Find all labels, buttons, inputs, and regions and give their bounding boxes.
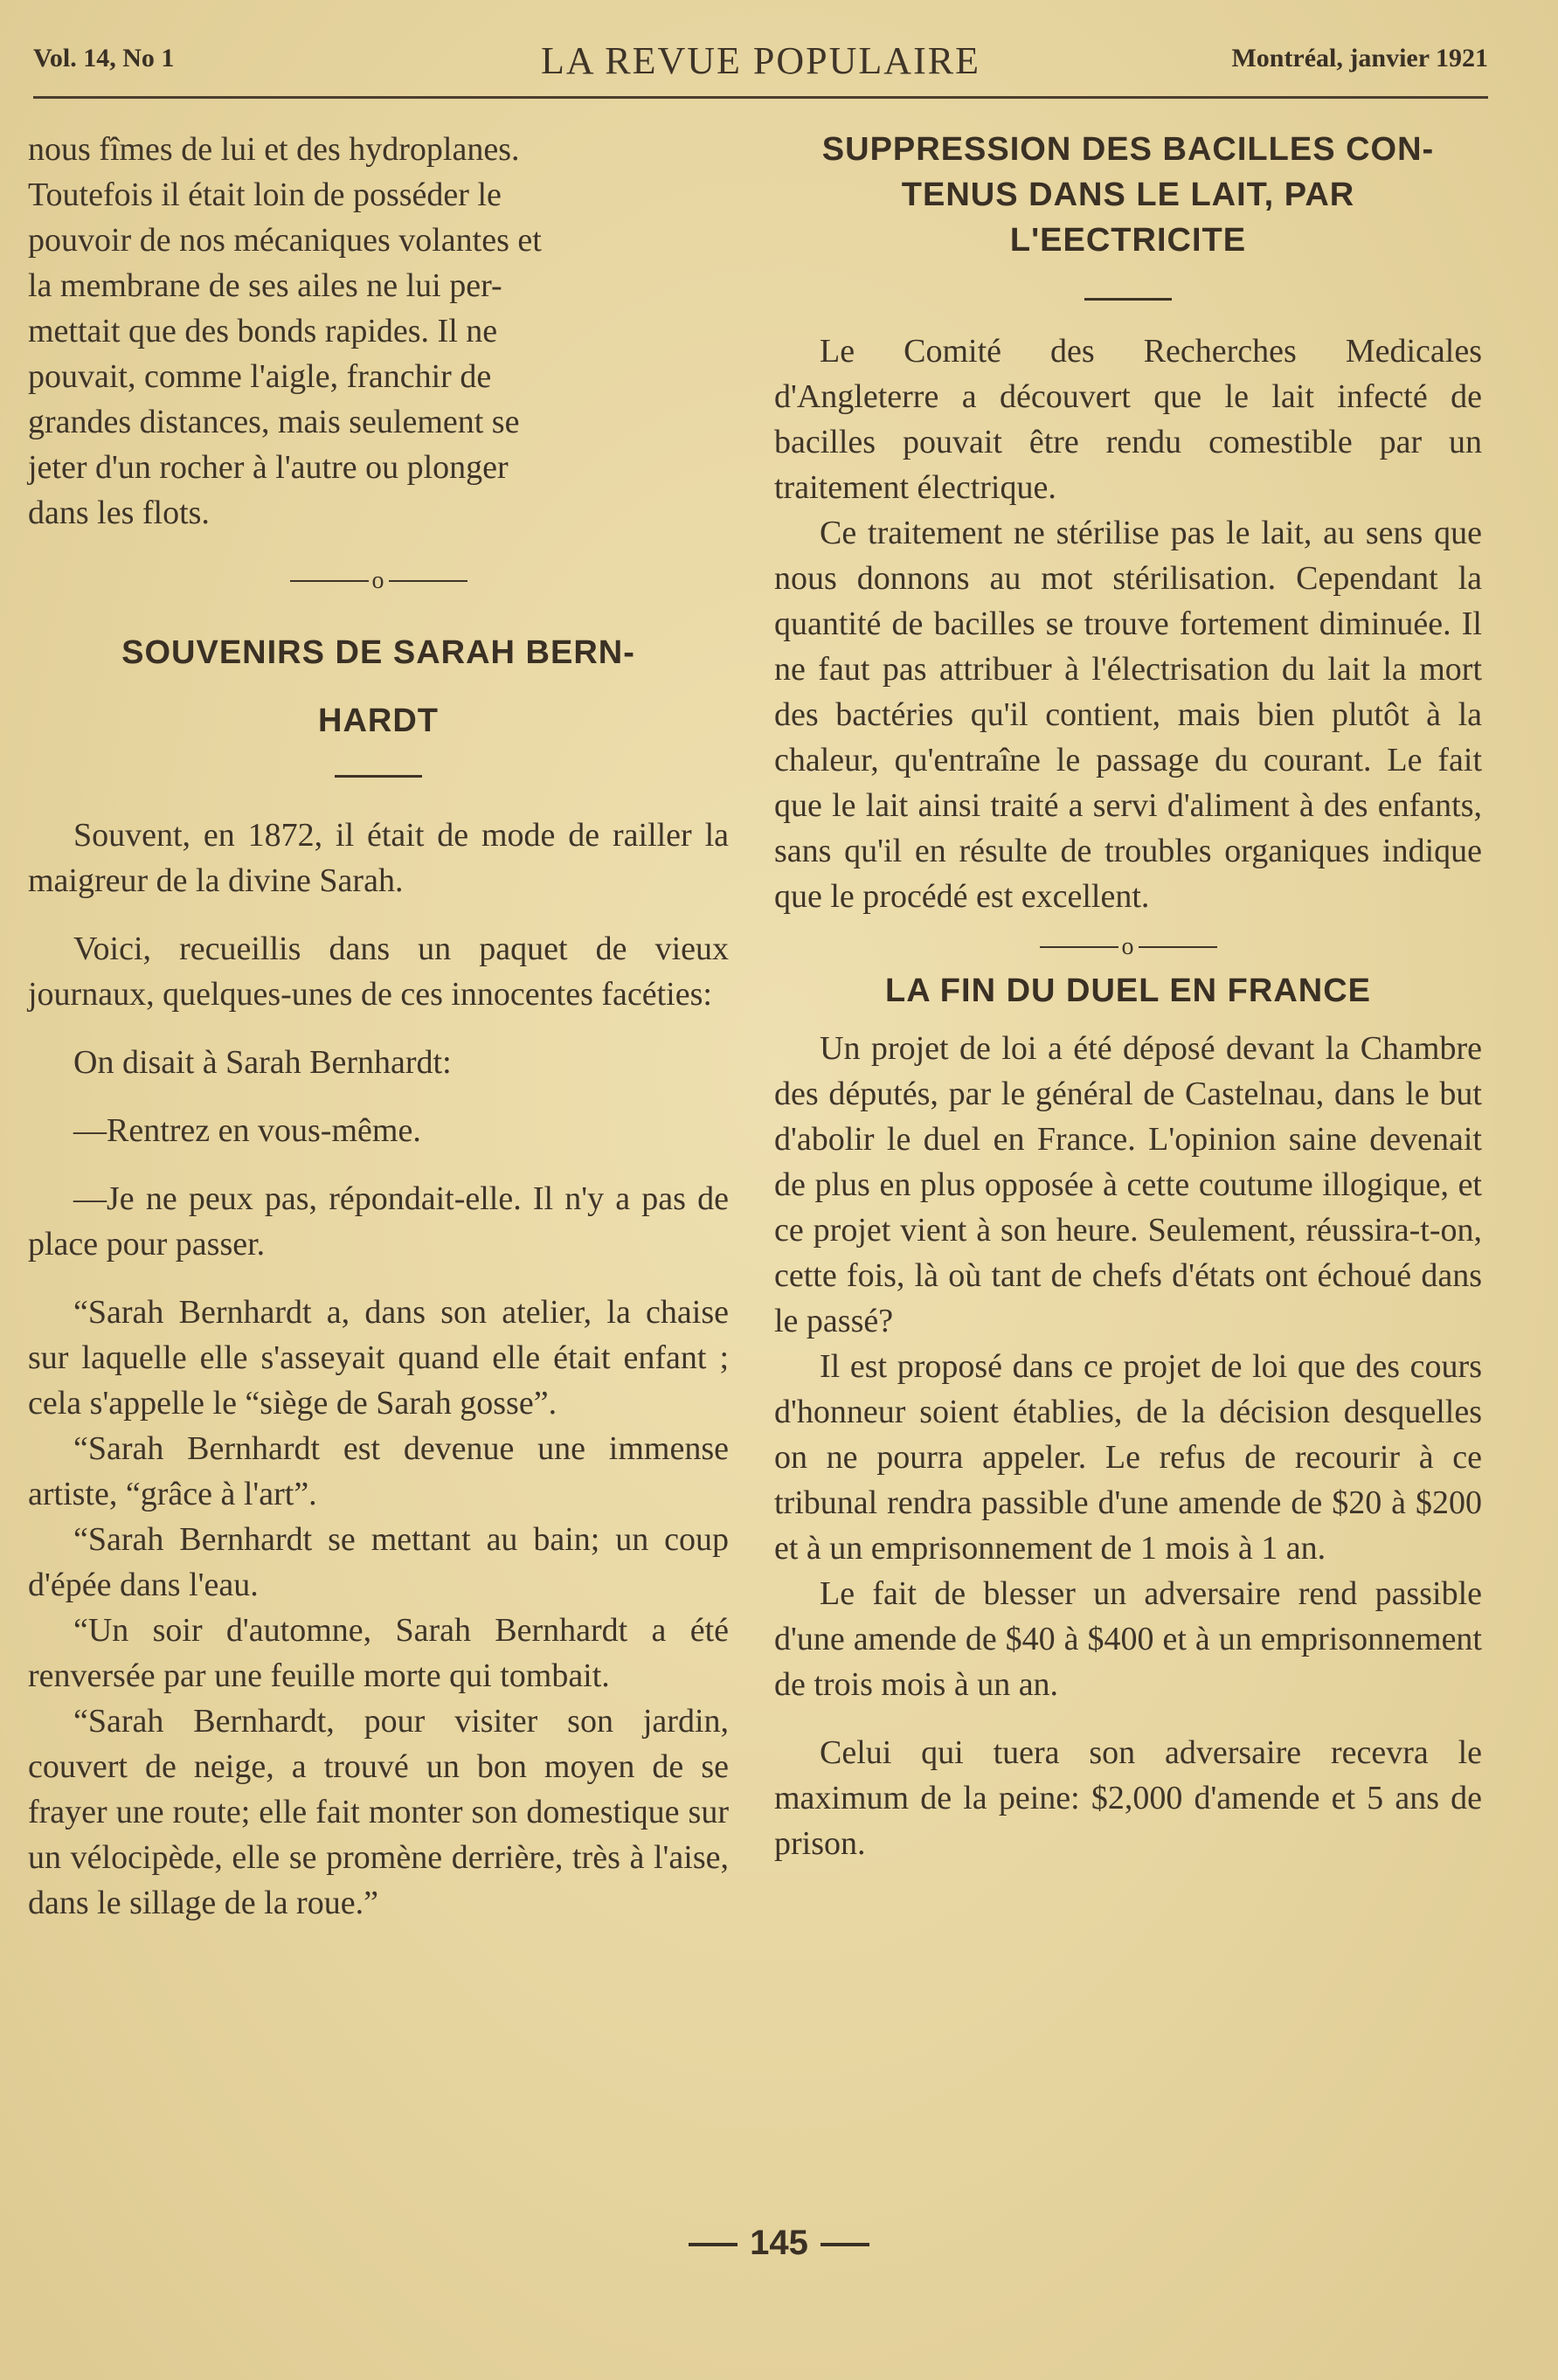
- article-title-sarah-bernhardt: [28, 630, 729, 744]
- paragraph: Le Comité des Recherches Medicales d'Angleterre a découvert que le lait infecté de bacilles pouvait être rendu comestible par un traitement électrique.: [774, 333, 1482, 506]
- text-line: pouvait, comme l'aigle, franchir de: [28, 358, 492, 395]
- paragraph: “Sarah Bernhardt a, dans son atelier, la chaise sur laquelle elle s'asseyait quand elle était enfant ; cela s'appelle le “siège de Sarah gosse”.: [28, 1293, 729, 1422]
- title-rule: [1084, 298, 1172, 301]
- text-line: grandes distances, mais seulement se: [28, 404, 520, 440]
- separator-mark: o: [371, 566, 385, 594]
- paragraph: Il est proposé dans ce projet de loi que des cours d'honneur soient établies, de la décision desquelles on ne pourra appeler. Le refus de recourir à ce tribunal rendra passible d'une amende de $20 à $200 et à un emprisonnement de 1 mois à 1 an.: [774, 1347, 1482, 1567]
- title-line: SOUVENIRS DE SARAH BERN-: [121, 633, 635, 671]
- paragraph: “Sarah Bernhardt se mettant au bain; un coup d'épée dans l'eau.: [28, 1520, 729, 1603]
- text-line: Toutefois il était loin de posséder le: [28, 176, 502, 213]
- text-line: nous fîmes de lui et des hydroplanes.: [28, 131, 520, 168]
- paragraph: Souvent, en 1872, il était de mode de railler la maigreur de la divine Sarah.: [28, 816, 729, 899]
- footer-dash: [821, 2243, 869, 2246]
- text-line: mettait que des bonds rapides. Il ne: [28, 313, 498, 349]
- paragraph: “Sarah Bernhardt, pour visiter son jardin, couvert de neige, a trouvé un bon moyen de se frayer une route; elle fait monter son domestique sur un vélocipède, elle se promène derrière, très à l'aise, dans le sillage de la roue.”: [28, 1702, 729, 1921]
- continued-text: [28, 127, 729, 536]
- text-line: pouvoir de nos mécaniques volantes et: [28, 222, 542, 259]
- section-separator: [28, 565, 729, 595]
- page-footer: [0, 2224, 1558, 2263]
- title-line: L'EECTRICITE: [1009, 222, 1247, 259]
- title-line: SUPPRESSION DES BACILLES CON-: [821, 131, 1435, 168]
- footer-dash: [689, 2243, 737, 2246]
- paragraph: On disait à Sarah Bernhardt:: [73, 1043, 452, 1081]
- text-line: dans les flots.: [28, 495, 210, 531]
- title-rule: [335, 775, 422, 778]
- title-line: TENUS DANS LE LAIT, PAR: [901, 176, 1355, 213]
- paragraph: Le fait de blesser un adversaire rend passible d'une amende de $40 à $400 et à un emprisonnement de trois mois à un an.: [774, 1574, 1482, 1703]
- article-title-bacilles: [774, 127, 1482, 263]
- issue-date: Montréal, janvier 1921: [1231, 44, 1488, 73]
- page-number: 145: [750, 2224, 808, 2262]
- paragraph: Ce traitement ne stérilise pas le lait, au sens que nous donnons au mot stérilisation. Cependant la quantité de bacilles se trouve fortement diminuée. Il ne faut pas attribuer à l'électrisation du lait la mort des bactéries qu'il contient, mais bien plutôt à la chaleur, qu'entraîne le passage du courant. Le fait que le lait ainsi traité a servi d'aliment à des enfants, sans qu'il en résulte de troubles organiques indique que le procédé est excellent.: [774, 515, 1482, 915]
- left-column: [28, 127, 729, 1926]
- paragraph: Celui qui tuera son adversaire recevra le maximum de la peine: $2,000 d'amende et 5 ans de prison.: [774, 1733, 1482, 1862]
- text-line: la membrane de ses ailes ne lui per-: [28, 267, 502, 304]
- header-rule: [33, 96, 1488, 99]
- paragraph: Voici, recueillis dans un paquet de vieux journaux, quelques-unes de ces innocentes facéties:: [28, 930, 729, 1013]
- title-line: HARDT: [318, 702, 439, 739]
- text-line: jeter d'un rocher à l'autre ou plonger: [28, 449, 509, 486]
- paragraph: —Je ne peux pas, répondait-elle. Il n'y a pas de place pour passer.: [28, 1180, 729, 1263]
- paragraph: “Un soir d'automne, Sarah Bernhardt a été renversée par une feuille morte qui tombait.: [28, 1611, 729, 1694]
- paragraph: —Rentrez en vous-même.: [73, 1111, 421, 1149]
- publication-title: LA REVUE POPULAIRE: [541, 39, 980, 82]
- right-column: [774, 127, 1482, 1866]
- section-separator: [774, 931, 1482, 961]
- paragraph: “Sarah Bernhardt est devenue une immense artiste, “grâce à l'art”.: [28, 1429, 729, 1512]
- separator-mark: o: [1121, 932, 1135, 960]
- paragraph: Un projet de loi a été déposé devant la Chambre des députés, par le général de Castelnau, dans le but d'abolir le duel en France. L'opinion saine devenait de plus en plus opposée à cette coutume illogique, et ce projet vient à son heure. Seulement, réussira-t-on, cette fois, là où tant de chefs d'états ont échoué dans le passé?: [774, 1029, 1482, 1339]
- article-title-duel: LA FIN DU DUEL EN FRANCE: [885, 972, 1371, 1009]
- volume-number: Vol. 14, No 1: [33, 44, 175, 73]
- page-header: [33, 38, 1488, 91]
